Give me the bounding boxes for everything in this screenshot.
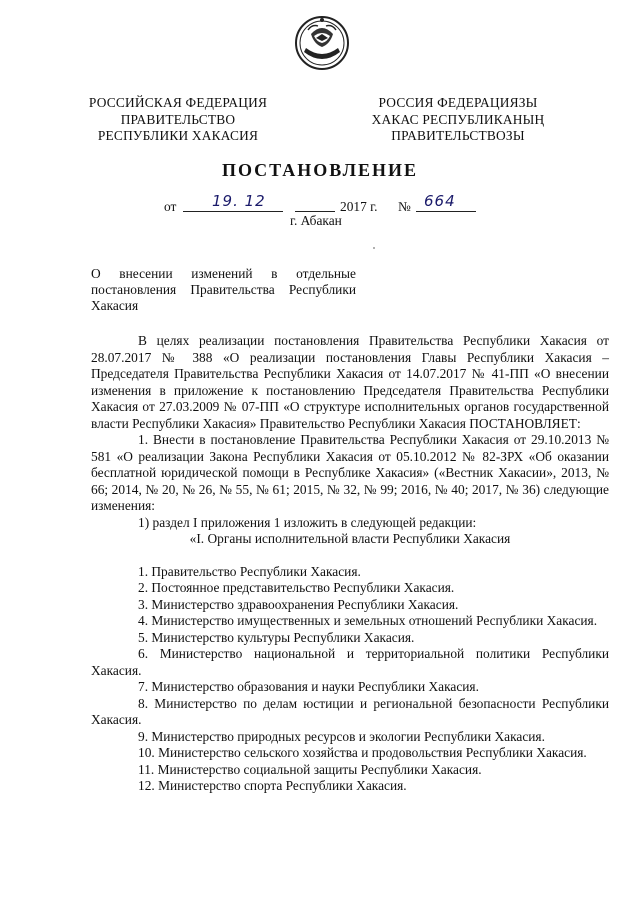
- list-item: 7. Министерство образования и науки Республики Хакасия.: [138, 679, 479, 694]
- list-item: 4. Министерство имущественных и земельных отношений Республики Хакасия.: [138, 613, 598, 628]
- point-1-paragraph: 1. Внести в постановление Правительства Республики Хакасия от 29.10.2013 № 581 «О реализации Закона Республики Хакасия от 05.10.2012 № 82-ЗРХ «Об оказании бесплатной юридической помощи в Республике Хакасия» («Вестник Хакасии», 2013, № 66; 2014, № 20, № 26, № 55, № 61; 2015, № 32, № 99; 2016, № 40; 2017, № 36) следующие изменения:: [91, 432, 609, 513]
- header-left-line: РОССИЙСКАЯ ФЕДЕРАЦИЯ: [88, 95, 268, 110]
- coat-of-arms-icon: [294, 14, 350, 72]
- year-text: 2017 г.: [340, 199, 378, 214]
- list-item: 12. Министерство спорта Республики Хакасия.: [138, 778, 407, 793]
- header-right-line: ПРАВИТЕЛЬСТВОЗЫ: [391, 128, 525, 144]
- header-left: [78, 95, 278, 145]
- document-subject: О внесении изменений в отдельные постановления Правительства Республики Хакасия: [91, 266, 356, 314]
- date-underline-2: [295, 197, 335, 212]
- list-item: 2. Постоянное представительство Республики Хакасия.: [138, 580, 455, 595]
- subpoint-1-paragraph: 1) раздел I приложения 1 изложить в следующей редакции:: [138, 514, 477, 530]
- header-right: [358, 95, 558, 145]
- number-sign: №: [398, 199, 411, 214]
- section-heading: «I. Органы исполнительной власти Республики Хакасия: [189, 531, 511, 546]
- document-title: ПОСТАНОВЛЕНИЕ: [221, 160, 419, 180]
- header-right-line: ХАКАС РЕСПУБЛИКАНЫҢ: [371, 111, 545, 127]
- handwritten-date: 19. 12: [212, 192, 266, 210]
- header-left-line: РЕСПУБЛИКИ ХАКАСИЯ: [97, 128, 259, 144]
- document-body: [91, 333, 609, 795]
- header-left-line: ПРАВИТЕЛЬСТВО: [120, 111, 236, 127]
- handwritten-number: 664: [424, 192, 456, 210]
- list-item: 5. Министерство культуры Республики Хакасия.: [138, 629, 415, 645]
- scan-speck: [373, 247, 375, 249]
- list-item: 3. Министерство здравоохранения Республики Хакасия.: [138, 596, 459, 612]
- list-item: 9. Министерство природных ресурсов и экологии Республики Хакасия.: [138, 728, 545, 744]
- list-item: 6. Министерство национальной и территориальной политики Республики Хакасия.: [91, 646, 609, 678]
- date-prefix: от: [164, 199, 177, 214]
- city: г. Абакан: [290, 213, 342, 228]
- preamble-paragraph: В целях реализации постановления Правительства Республики Хакасия от 28.07.2017 № 388 «О реализации постановления Главы Республики Хакасия – Председателя Правительства Республики Хакасия от 14.07.2017 № 41-ПП «О внесении изменения в приложение к постановлению Председателя Правительства Республики Хакасия от 27.03.2009 № 07-ПП «О структуре исполнительных органов государственной власти Республики Хакасия» Правительство Республики Хакасия ПОСТАНОВЛЯЕТ:: [91, 333, 609, 431]
- header-right-line: РОССИЯ ФЕДЕРАЦИЯЗЫ: [378, 95, 538, 110]
- list-item: 11. Министерство социальной защиты Республики Хакасия.: [138, 761, 482, 777]
- list-item: 1. Правительство Республики Хакасия.: [138, 563, 361, 579]
- list-item: 10. Министерство сельского хозяйства и продовольствия Республики Хакасия.: [138, 745, 587, 760]
- list-item: 8. Министерство по делам юстиции и региональной безопасности Республики Хакасия.: [91, 695, 609, 727]
